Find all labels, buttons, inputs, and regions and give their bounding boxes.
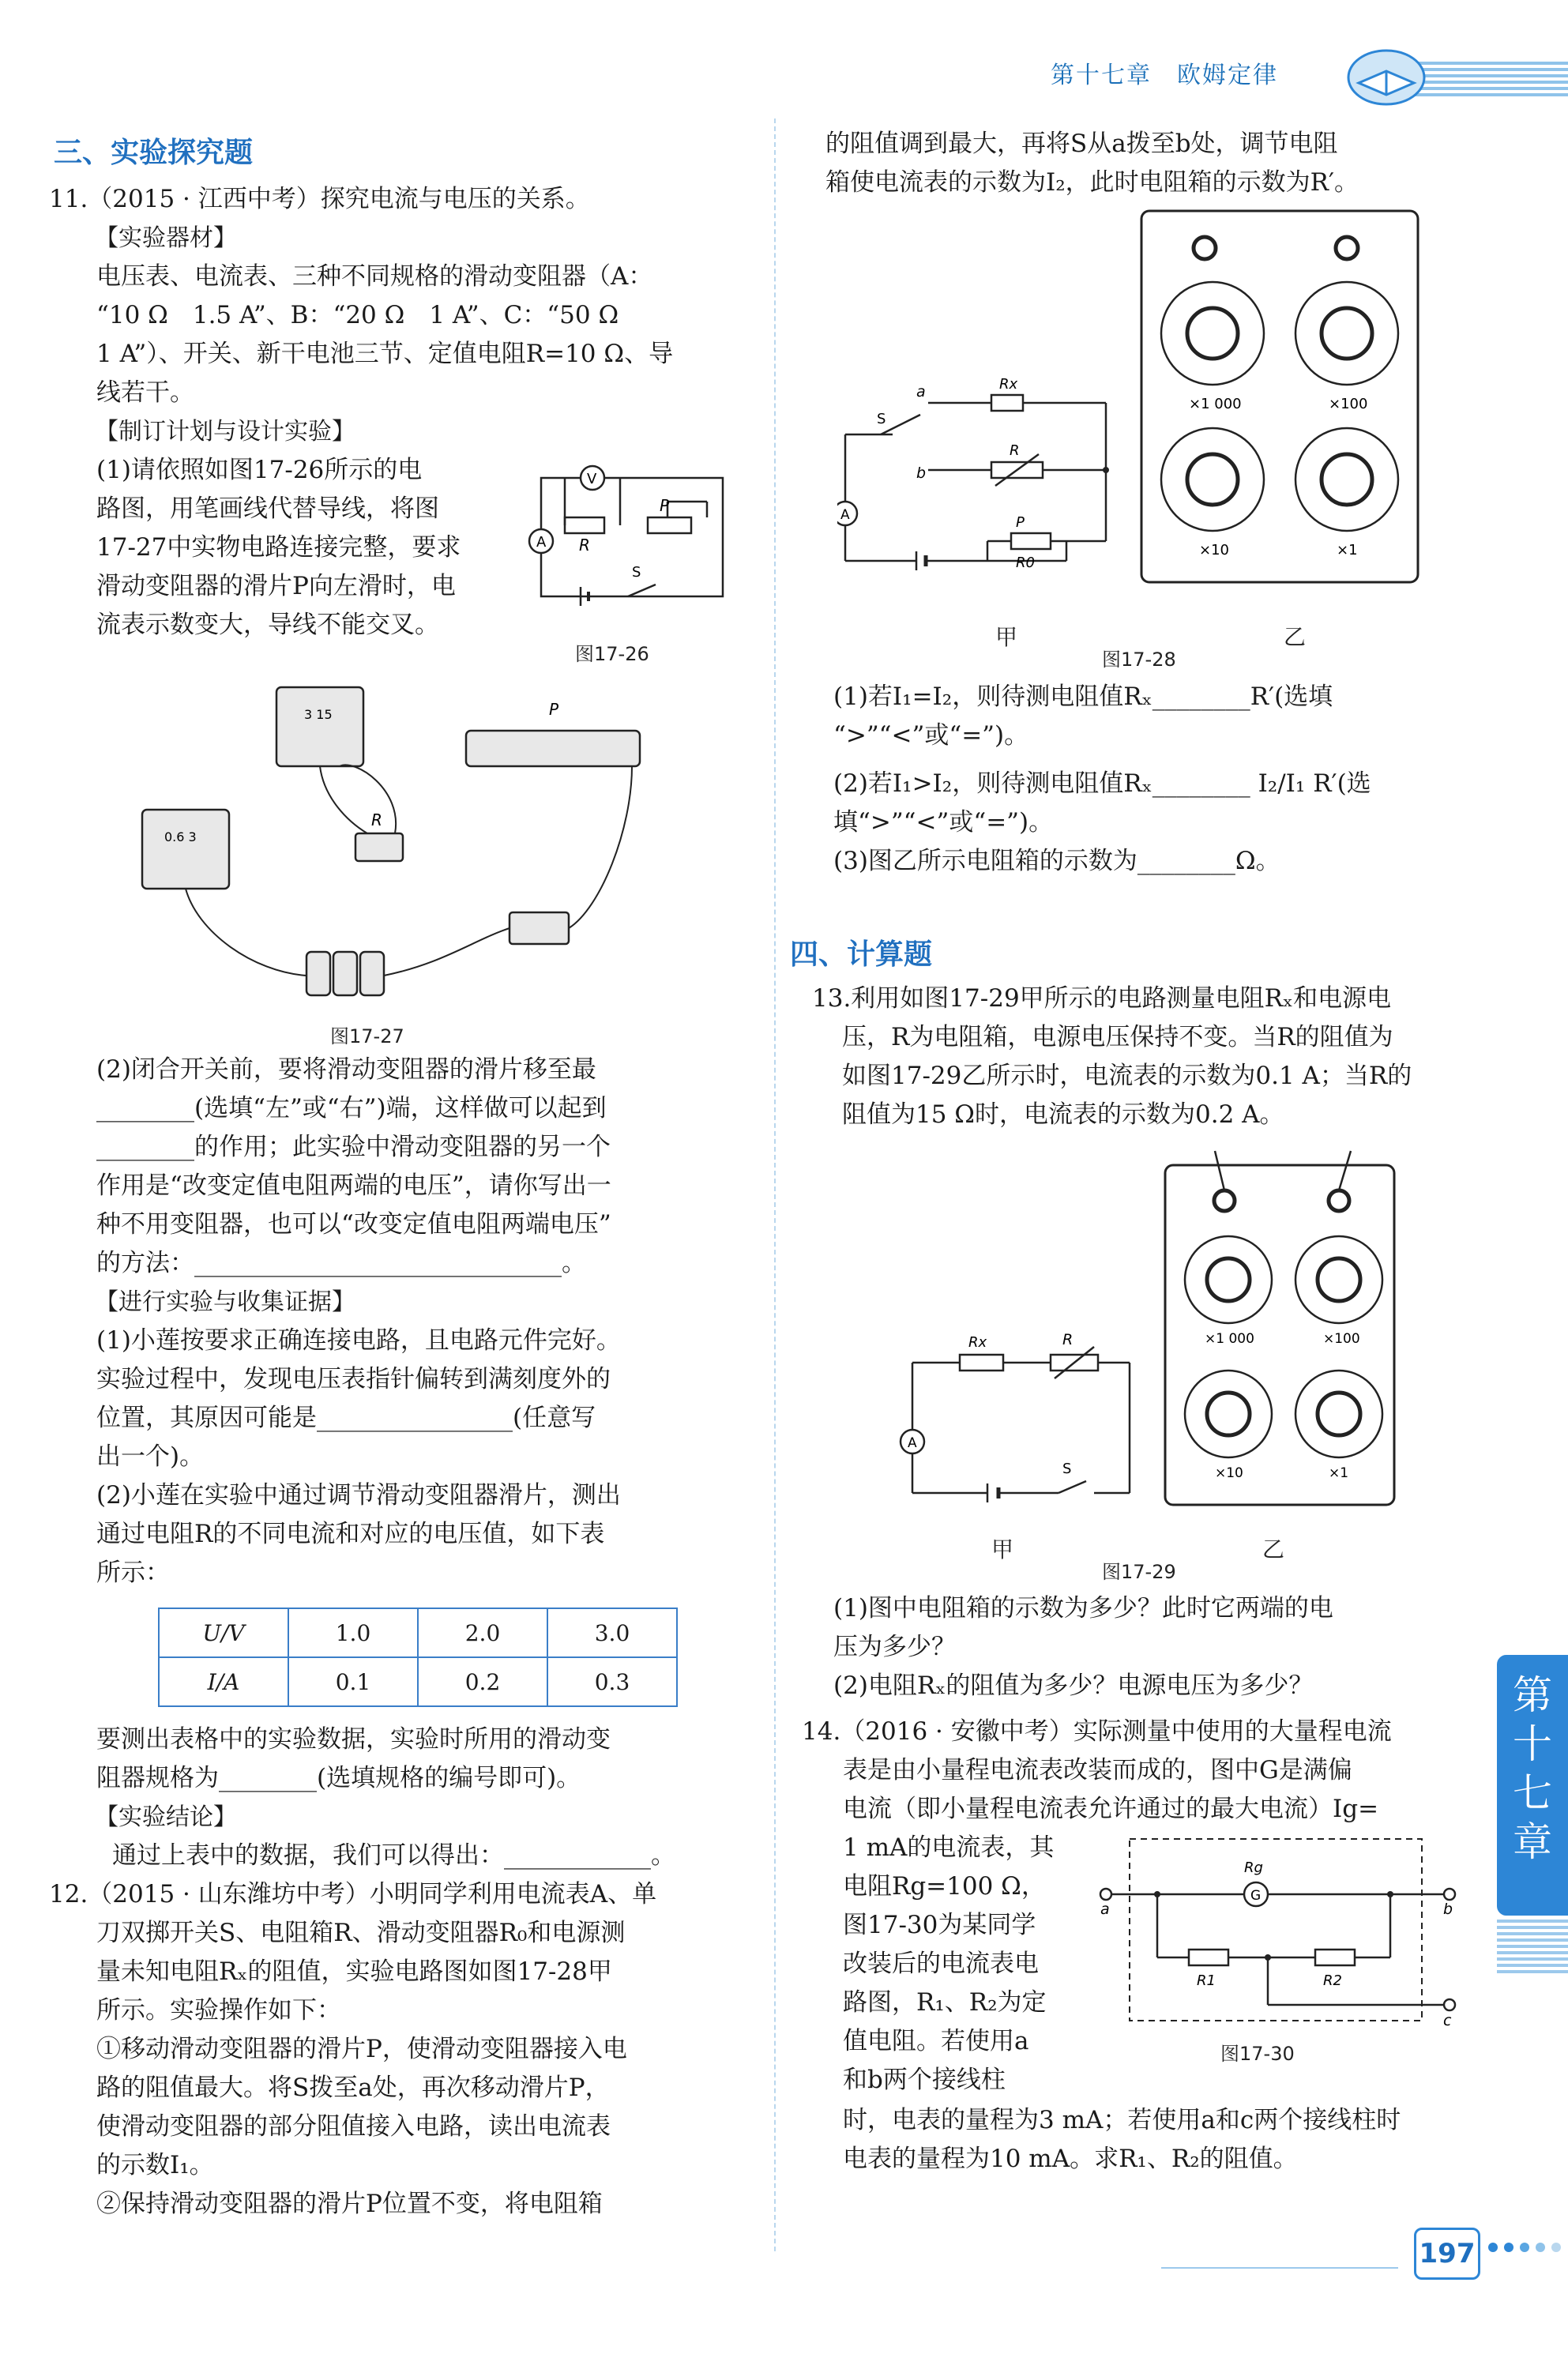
figure-17-27-apparatus [126,671,679,1011]
table-cell: 0.1 [288,1657,418,1706]
voltmeter-device [276,687,363,766]
rheostat-slider-label: P [549,700,559,719]
voltmeter-scale: 3 15 [304,707,333,722]
r2-label: R2 [1323,1972,1342,1989]
q13-sub-line: (1)图中电阻箱的示数为多少？此时它两端的电 [833,1594,1333,1623]
question-14 [802,1713,1489,1829]
q11-part2-line: 的方法：______________________________。 [96,1249,586,1277]
resistor-device-label: R [371,810,382,829]
q11-evidence-line: (2)小莲在实验中通过调节滑动变阻器滑片，测出 [96,1481,621,1510]
fig-yi-label: 乙 [1262,1536,1285,1562]
q14-narrow-line: 路图，R₁、R₂为定 [843,1988,1047,2017]
q11-equipment-line: “10 Ω 1.5 A”、B：“20 Ω 1 A”、C：“50 Ω [96,301,619,329]
switch-label: S [632,564,641,581]
q11-equipment-label: 【实验器材】 [95,224,237,252]
table-cell: 3.0 [547,1608,677,1657]
q12-subquestions [833,678,1489,881]
q13-line: 阻值为15 Ω时，电流表的示数为0.2 A。 [842,1100,1284,1129]
q12-line: ①移动滑动变阻器的滑片P，使滑动变阻器接入电 [96,2035,627,2063]
footer-rule [1161,2267,1398,2269]
q11-plan-line: (1)请依照如图17-26所示的电 [96,456,423,484]
side-tab-char: 章 [1513,1819,1552,1865]
figure-17-26-circuit [517,454,739,628]
figure-17-29-yi-resistance-box [1161,1141,1398,1509]
q14-line: 14.（2016 · 安徽中考）实际测量中使用的大量程电流 [802,1717,1392,1746]
side-tab-char: 七 [1513,1770,1552,1816]
q12-continued [825,125,1473,202]
side-tab-decoration [1497,1920,1568,1975]
figure-caption: 图17-30 [1220,2043,1295,2065]
dial-multiplier-label: ×1 000 [1205,1331,1254,1347]
r0-label: R0 [1016,555,1035,571]
q11-evidence-label: 【进行实验与收集证据】 [95,1288,355,1316]
q14-end-line: 时，电表的量程为3 mA；若使用a和c两个接线柱时 [843,2106,1401,2134]
table-cell: U/V [159,1608,288,1657]
switch-label: S [1062,1461,1072,1477]
q11-evidence-line: 位置，其原因可能是________________(任意写 [96,1404,596,1432]
galvanometer-label: G [1250,1888,1262,1904]
table-cell: I/A [159,1657,288,1706]
q14-narrow-line: 改装后的电流表电 [843,1950,1039,1978]
q11-part2-line: ________(选填“左”或“右”)端，这样做可以起到 [96,1094,607,1122]
q12-right-line: 箱使电流表的示数为I₂，此时电阻箱的示数为R′。 [825,168,1359,197]
q12-sub-line: 填“>”“<”或“=”)。 [833,808,1054,837]
table-cell: 0.3 [547,1657,677,1706]
r-label: R [1010,442,1020,459]
q12-line: ②保持滑动变阻器的滑片P位置不变，将电阻箱 [96,2190,603,2218]
figure-caption: 图17-29 [1102,1561,1176,1583]
q14-line: 表是由小量程电流表改装而成的，图中G是满偏 [843,1756,1352,1784]
column-divider [774,118,777,2251]
terminal-b [1444,1889,1455,1900]
q11-equipment-line: 线若干。 [96,378,194,407]
side-tab-char: 第 [1513,1672,1552,1718]
q11-evidence-line: 所示： [96,1559,170,1587]
section-title-experiment: 三、实验探究题 [54,137,254,169]
q11-evidence-line: 通过电阻R的不同电流和对应的电压值，如下表 [96,1520,605,1548]
q11-plan-line: 17-27中实物电路连接完整，要求 [96,533,461,562]
q11-equipment-line: 1 A”）、开关、新干电池三节、定值电阻R=10 Ω、导 [96,340,674,368]
q14-narrow-line: 值电阻。若使用a [843,2027,1029,2055]
q14-line: 电流（即小量程电流表允许通过的最大电流）Ig= [843,1795,1379,1823]
ammeter-label: A [908,1435,917,1451]
r1-resistor-symbol [1189,1950,1228,1965]
q11-after-table-line: 要测出表格中的实验数据，实验时所用的滑动变 [96,1725,611,1754]
q12-right-line: 的阻值调到最大，再将S从a拨至b处，调节电阻 [825,130,1338,158]
terminal-a-label: a [916,383,926,400]
dial-multiplier-label: ×1 000 [1189,396,1242,412]
q11-plan-line: 路图，用笔画线代替导线，将图 [96,494,439,523]
table-row [159,1608,677,1657]
ammeter-device [142,810,229,889]
table-cell: 0.2 [418,1657,547,1706]
terminal-a-label: a [1100,1901,1110,1918]
terminal-post [1214,1190,1235,1211]
rx-resistor-symbol [960,1355,1003,1371]
table-row [159,1657,677,1706]
rx-label: Rx [999,376,1018,393]
resistor-r-symbol [565,517,604,533]
q12-sub-line: (1)若I₁=I₂，则待测电阻值Rₓ________R′(选填 [833,682,1333,711]
battery-cell [306,952,330,995]
q11-after-table-line: 阻器规格为________(选填规格的编号即可)。 [96,1764,581,1792]
switch-label: S [877,411,886,427]
q11-plan-line: 滑动变阻器的滑片P向左滑时，电 [96,572,456,600]
q11-part2-line: ________的作用；此实验中滑动变阻器的另一个 [96,1133,611,1161]
data-table [158,1608,678,1707]
q14-end-line: 电表的量程为10 mA。求R₁、R₂的阻值。 [843,2145,1298,2173]
q12-sub-line: (3)图乙所示电阻箱的示数为________Ω。 [833,847,1280,875]
terminal-post [1336,237,1358,259]
terminal-c [1444,1999,1455,2010]
q12-line: 的示数I₁。 [96,2151,214,2179]
q13-sub-line: 压为多少？ [833,1633,956,1661]
figure-caption: 图17-28 [1102,649,1176,671]
q14-narrow-line: 电阻Rg=100 Ω， [843,1872,1046,1901]
q12-sub-line: (2)若I₁>I₂，则待测电阻值Rₓ________ I₂/I₁ R′(选 [833,769,1371,798]
q11-part2-line: 种不用变阻器，也可以“改变定值电阻两端电压” [96,1210,611,1239]
q11-part2-line: (2)闭合开关前，要将滑动变阻器的滑片移至最 [96,1055,596,1084]
ammeter-label: A [536,534,547,551]
q14-end [843,2101,1491,2179]
table-cell: 2.0 [418,1608,547,1657]
q13-line: 如图17-29乙所示时，电流表的示数为0.1 A；当R的 [842,1062,1412,1090]
figure-17-28-jia-circuit [837,363,1122,600]
dial-multiplier-label: ×1 [1329,1465,1349,1481]
dial-multiplier-label: ×10 [1215,1465,1243,1481]
resistor-device [355,833,403,861]
figure-caption: 图17-27 [330,1025,404,1047]
q11-plan-line: 流表示数变大，导线不能交叉。 [96,611,439,639]
resistor-label: R [579,536,590,555]
q14-narrow-line: 图17-30为某同学 [843,1911,1036,1939]
dial-multiplier-label: ×100 [1329,396,1368,412]
q12-line: 所示。实验操作如下： [96,1996,341,2025]
section-title-calculation: 四、计算题 [790,938,933,971]
q11-plan-label: 【制订计划与设计实验】 [95,418,355,446]
fig-jia-label: 甲 [995,624,1018,650]
ammeter-scale: 0.6 3 [164,829,197,844]
r-label: R [1062,1331,1074,1348]
q13-sub-line: (2)电阻Rₓ的阻值为多少？电源电压为多少？ [833,1671,1314,1700]
dial-multiplier-label: ×10 [1199,542,1229,558]
battery-cell [333,952,357,995]
terminal-post [1329,1190,1349,1211]
side-tab-char: 十 [1513,1721,1552,1767]
q14-narrow-line: 和b两个接线柱 [843,2066,1006,2094]
ammeter-label: A [840,507,850,523]
q11-evidence-line: 实验过程中，发现电压表指针偏转到满刻度外的 [96,1365,611,1393]
q13-line: 13.利用如图17-29甲所示的电路测量电阻Rₓ和电源电 [812,984,1392,1013]
switch-device [510,912,569,944]
q11-evidence-line: 出一个)。 [96,1442,205,1471]
rx-label: Rx [968,1334,987,1351]
dial-multiplier-label: ×1 [1337,542,1358,558]
figure-caption: 图17-26 [575,643,649,665]
figure-17-30-circuit [1086,1831,1481,2029]
question-13 [812,980,1491,1134]
footer-dots-icon [1485,2239,1564,2255]
rg-label: Rg [1244,1859,1263,1876]
terminal-b-label: b [916,464,927,482]
q14-narrow-line: 1 mA的电流表，其 [843,1833,1055,1862]
p-label: P [1016,514,1025,531]
q11-intro: 11.（2015 · 江西中考）探究电流与电压的关系。 [49,185,590,213]
terminal-b-label: b [1443,1901,1453,1918]
page-number: 197 [1414,2228,1480,2280]
r0-rheostat-symbol [1011,533,1051,549]
q11-part2-line: 作用是“改变定值电阻两端的电压”，请你写出一 [96,1171,611,1200]
dial-multiplier-label: ×100 [1323,1331,1360,1347]
chapter-header: 第十七章 欧姆定律 [1051,62,1278,89]
q11-part2 [49,1051,760,1592]
q12-line: 路的阻值最大。将S拨至a处，再次移动滑片P， [96,2074,610,2102]
q12-line: 使滑动变阻器的部分阻值接入电路，读出电流表 [96,2112,611,2141]
q13-subquestions [833,1589,1489,1705]
rheostat-device [466,731,640,766]
q12-sub-line: “>”“<”或“=”)。 [833,721,1029,750]
q11-conclusion-line: 通过上表中的数据，我们可以得出：____________。 [112,1841,675,1870]
terminal-a [1100,1889,1111,1900]
q14-wrapped-text [843,1829,1080,2100]
figure-17-28-yi-resistance-box [1137,207,1422,586]
q12-line: 刀双掷开关S、电阻箱R、滑动变阻器R₀和电源测 [96,1919,626,1947]
fig-jia-label: 甲 [991,1536,1014,1562]
q12-line: 量未知电阻Rₓ的阻值，实验电路图如图17-28甲 [96,1957,612,1986]
q11-conclusion-label: 【实验结论】 [95,1803,237,1831]
q11-equipment-line: 电压表、电流表、三种不同规格的滑动变阻器（A： [96,262,653,291]
q13-line: 压，R为电阻箱，电源电压保持不变。当R的阻值为 [842,1023,1393,1051]
battery-cell [360,952,384,995]
slider-label: P [660,496,670,515]
book-logo-icon [1343,39,1430,111]
fig-yi-label: 乙 [1284,624,1307,650]
q12-line: 12.（2015 · 山东潍坊中考）小明同学利用电流表A、单 [49,1880,657,1908]
voltmeter-label: V [587,471,597,487]
q11-evidence-line: (1)小莲按要求正确连接电路，且电路元件完好。 [96,1326,621,1355]
r2-resistor-symbol [1315,1950,1355,1965]
rheostat-symbol [648,517,691,533]
q11-conclusion [49,1720,760,2224]
rx-resistor-symbol [991,395,1023,411]
terminal-post [1194,237,1216,259]
figure-17-29-jia-circuit [893,1311,1153,1525]
chapter-side-tab [1497,1655,1568,1916]
terminal-c-label: c [1443,2012,1452,2029]
r1-label: R1 [1197,1972,1216,1989]
table-cell: 1.0 [288,1608,418,1657]
